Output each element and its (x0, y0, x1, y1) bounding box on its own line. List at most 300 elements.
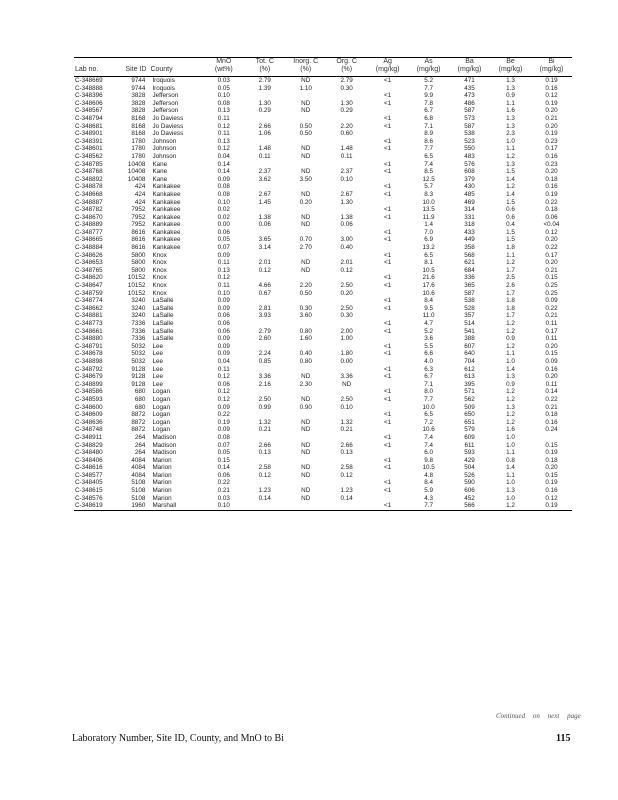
column-header (367, 58, 408, 77)
ag-value (367, 495, 408, 503)
ag-value: <1 (367, 502, 408, 510)
page-number: 115 (556, 733, 571, 744)
as-value: 6.7 (424, 107, 433, 115)
county: LaSalle (152, 297, 174, 305)
column-header-line2: County (150, 66, 173, 73)
ag-value: <1 (384, 297, 392, 305)
table-row (74, 214, 572, 222)
inorg-c-value: ND (301, 221, 311, 229)
ba-value: 587 (464, 122, 475, 130)
ba-value: 388 (464, 335, 475, 343)
bi-value: 0.12 (545, 92, 558, 100)
mno-value: 0.04 (217, 152, 230, 160)
ba-value: 449 (464, 236, 475, 244)
ag-value (367, 449, 408, 457)
site-id: 3828 (131, 92, 146, 100)
table-row (74, 350, 572, 358)
ba-value: 526 (464, 471, 475, 479)
mno-value: 0.14 (217, 160, 230, 168)
site-id: 424 (134, 183, 146, 191)
county: Johnson (152, 145, 177, 153)
ba-value: 430 (464, 183, 475, 191)
county: Jefferson (152, 107, 179, 115)
ag-value (367, 404, 408, 412)
table-row (74, 472, 572, 480)
ag-value: <1 (384, 320, 392, 327)
lab-number: C-348880 (75, 335, 103, 343)
be-value: 1.0 (506, 433, 515, 441)
lab-number: C-348829 (75, 441, 103, 449)
table-row (74, 434, 572, 442)
lab-number: C-348887 (75, 198, 103, 206)
bi-value: 0.25 (545, 289, 558, 297)
lab-number: C-348616 (75, 464, 103, 472)
site-id: 9128 (131, 365, 146, 373)
table-row (74, 236, 572, 244)
be-value: 1.5 (506, 168, 515, 176)
tot-c-value (244, 92, 285, 100)
org-c-value: 0.12 (340, 266, 353, 274)
site-id: 7952 (131, 213, 146, 221)
lab-number: C-348679 (75, 373, 103, 381)
site-id: 5800 (131, 266, 146, 274)
be-value: 1.6 (506, 426, 515, 434)
inorg-c-value: 3.60 (299, 312, 312, 320)
inorg-c-value: 0.70 (299, 236, 312, 244)
bi-value: 0.23 (545, 160, 558, 168)
county: Lee (152, 342, 163, 350)
bi-value: 0.19 (545, 99, 558, 107)
county: Madison (152, 433, 177, 441)
ba-value: 651 (464, 418, 475, 426)
county: Logan (152, 426, 170, 434)
tot-c-value (244, 252, 285, 260)
column-header-line1: Ag (383, 58, 392, 65)
ag-value (367, 381, 408, 389)
bi-value: 0.06 (545, 213, 558, 221)
lab-number: C-348773 (75, 320, 103, 327)
mno-value: 0.06 (217, 327, 230, 335)
be-value: 1.1 (506, 350, 515, 358)
mno-value: 0.19 (217, 418, 230, 426)
column-header-line2: (wt%) (214, 66, 233, 73)
bi-value: 0.25 (545, 282, 558, 290)
be-value: 1.2 (506, 183, 515, 191)
org-c-value: 0.21 (340, 426, 353, 434)
site-id: 9128 (131, 373, 146, 381)
lab-number: C-348774 (75, 297, 103, 305)
county: Madison (152, 449, 177, 457)
column-header-line2: Lab no. (75, 66, 99, 73)
tot-c-value: 3.93 (258, 312, 271, 320)
org-c-value: 2.00 (340, 327, 353, 335)
ag-value: <1 (384, 464, 392, 472)
org-c-value (326, 115, 367, 123)
be-value: 0.6 (506, 206, 515, 214)
org-c-value: 0.06 (340, 221, 353, 229)
ag-value: <1 (384, 190, 392, 198)
table-row (74, 396, 572, 404)
county: Kankakee (152, 183, 181, 191)
table-row (74, 449, 572, 457)
bi-value: 0.16 (545, 487, 558, 495)
ba-value: 579 (464, 426, 475, 434)
table-row (74, 282, 572, 290)
as-value: 7.7 (424, 395, 433, 403)
table-row (74, 183, 572, 191)
mno-value: 0.11 (217, 365, 230, 373)
org-c-value: 1.80 (340, 350, 353, 358)
inorg-c-value: 0.50 (299, 122, 312, 130)
county: Logan (152, 388, 170, 396)
lab-number: C-348678 (75, 350, 103, 358)
site-id: 10152 (127, 274, 146, 282)
as-value: 5.5 (424, 342, 433, 350)
inorg-c-value: 2.70 (299, 244, 312, 252)
as-value: 10.0 (422, 403, 435, 411)
org-c-value (326, 320, 367, 328)
bi-value: 0.23 (545, 137, 558, 145)
org-c-value: 0.12 (340, 471, 353, 479)
be-value: 1.3 (506, 77, 515, 84)
site-id: 3240 (131, 304, 146, 312)
inorg-c-value (285, 138, 326, 146)
column-header (244, 58, 285, 77)
table-row (74, 297, 572, 305)
site-id: 5108 (131, 487, 146, 495)
lab-number: C-348620 (75, 274, 103, 282)
ag-value: <1 (384, 433, 392, 441)
ba-value: 357 (464, 312, 475, 320)
inorg-c-value: ND (301, 213, 311, 221)
org-c-value (326, 388, 367, 396)
be-value: 1.1 (506, 471, 515, 479)
table-row (74, 366, 572, 374)
ba-value: 358 (464, 244, 475, 252)
tot-c-value (244, 366, 285, 374)
county: Kankakee (152, 190, 181, 198)
table-row (74, 244, 572, 252)
org-c-value (326, 457, 367, 465)
mno-value: 0.00 (217, 221, 230, 229)
site-id: 5032 (131, 350, 146, 358)
county: Logan (152, 418, 170, 426)
lab-number: C-348405 (75, 479, 103, 487)
county: Jefferson (152, 92, 179, 100)
county: LaSalle (152, 335, 174, 343)
bi-value: 0.11 (545, 380, 558, 388)
table-row (74, 168, 572, 176)
org-c-value: 0.13 (340, 449, 353, 457)
bi-value: 0.15 (545, 471, 558, 479)
tot-c-value: 0.14 (258, 494, 271, 502)
ba-value: 504 (464, 464, 475, 472)
mno-value: 0.09 (217, 403, 230, 411)
site-id: 1780 (131, 152, 146, 160)
county: Jo Daviess (152, 122, 184, 130)
lab-number: C-348576 (75, 494, 103, 502)
org-c-value: 2.66 (340, 441, 353, 449)
be-value: 1.2 (506, 152, 515, 160)
table-row (74, 130, 572, 138)
tot-c-value: 1.38 (258, 213, 271, 221)
county: Kankakee (152, 228, 181, 236)
as-value: 8.0 (424, 388, 433, 396)
lab-number: C-348911 (75, 433, 103, 441)
ba-value: 611 (464, 441, 475, 449)
tot-c-value: 1.48 (258, 145, 271, 153)
lab-number: C-348881 (75, 312, 103, 320)
bi-value: 0.18 (545, 175, 558, 183)
inorg-c-value (285, 502, 326, 510)
ba-value: 318 (464, 221, 475, 229)
lab-number: C-348396 (75, 92, 103, 100)
lab-number: C-348794 (75, 114, 103, 122)
site-id: 5800 (131, 251, 146, 259)
bi-value: 0.21 (545, 114, 558, 122)
county: Marshall (149, 502, 203, 510)
ba-value: 621 (464, 259, 475, 267)
site-id: 1780 (131, 137, 146, 145)
column-header-line1: Org. C (336, 58, 357, 65)
lab-number: C-348619 (74, 502, 123, 510)
table-row (74, 107, 572, 115)
site-id: 680 (134, 403, 146, 411)
be-value: 1.0 (506, 357, 515, 365)
inorg-c-value: ND (301, 107, 311, 115)
column-header-line1: MnO (216, 58, 232, 65)
mno-value: 0.04 (217, 357, 230, 365)
mno-value: 0.06 (217, 312, 230, 320)
org-c-value: 2.58 (340, 464, 353, 472)
as-value: 8.1 (424, 259, 433, 267)
be-value: 1.3 (506, 373, 515, 381)
as-value: 5.9 (424, 487, 433, 495)
column-header (123, 58, 150, 77)
lab-number: C-348562 (75, 152, 103, 160)
inorg-c-value (285, 92, 326, 100)
county: Lee (152, 365, 163, 373)
mno-value: 0.08 (217, 99, 230, 107)
as-value: 6.5 (424, 411, 433, 419)
as-value: 11.9 (422, 213, 435, 221)
tot-c-value: 2.66 (258, 441, 271, 449)
table-row (74, 145, 572, 153)
county: Kane (152, 175, 168, 183)
ag-value (367, 176, 408, 184)
as-value: 8.4 (424, 297, 433, 305)
table-row (74, 457, 572, 465)
tot-c-value: 2.24 (258, 350, 271, 358)
org-c-value (326, 274, 367, 282)
ba-value: 486 (464, 99, 475, 107)
as-value: 7.7 (424, 84, 433, 92)
county: LaSalle (152, 304, 174, 312)
table-row (74, 92, 572, 100)
bi-value: 0.12 (545, 228, 558, 236)
ba-value: 528 (464, 304, 475, 312)
ag-value: <1 (384, 327, 392, 335)
site-id: 10408 (127, 168, 146, 176)
bi-value: 0.19 (545, 449, 558, 457)
bi-value: 0.09 (545, 297, 558, 305)
lab-number: C-348884 (75, 244, 103, 252)
county: Lee (152, 373, 163, 381)
be-value: 1.2 (506, 395, 515, 403)
mno-value: 0.11 (217, 282, 230, 290)
tot-c-value: 1.23 (258, 487, 271, 495)
as-value: 7.1 (424, 122, 433, 130)
bi-value: 0.20 (545, 342, 558, 350)
bi-value: 0.20 (545, 168, 558, 176)
be-value: 1.4 (506, 464, 515, 472)
be-value: 1.4 (506, 365, 515, 373)
tot-c-value (244, 343, 285, 351)
mno-value: 0.13 (217, 107, 230, 115)
tot-c-value: 0.21 (258, 426, 271, 434)
mno-value: 0.10 (217, 198, 230, 206)
mno-value: 0.12 (217, 122, 230, 130)
ag-value: <1 (384, 145, 392, 153)
lab-number: C-348670 (75, 213, 103, 221)
site-id: 10152 (127, 289, 146, 297)
ag-value (367, 312, 408, 320)
site-id: 1960 (123, 502, 150, 510)
column-header-line1: Ba (465, 58, 474, 65)
lab-number: C-348901 (75, 130, 103, 138)
mno-value: 0.13 (217, 266, 230, 274)
county: LaSalle (152, 312, 174, 320)
tot-c-value: 4.66 (258, 282, 271, 290)
be-value: 1.2 (506, 411, 515, 419)
as-value: 5.2 (424, 327, 433, 335)
inorg-c-value (285, 434, 326, 442)
ba-value: 590 (464, 479, 475, 487)
inorg-c-value (285, 479, 326, 487)
county: Knox (152, 266, 167, 274)
county: Lee (152, 380, 163, 388)
column-header (408, 58, 449, 77)
lab-number: C-348577 (75, 471, 103, 479)
ba-value: 607 (464, 342, 475, 350)
ba-value: 541 (464, 327, 475, 335)
site-id: 5108 (131, 494, 146, 502)
site-id: 7336 (131, 335, 146, 343)
column-header (285, 58, 326, 77)
county: Jo Daviess (152, 130, 184, 138)
bi-value (531, 434, 572, 442)
inorg-c-value: ND (301, 99, 311, 107)
mno-value: 0.05 (217, 84, 230, 92)
tot-c-value: 3.65 (258, 236, 271, 244)
mno-value: 0.06 (217, 228, 230, 236)
be-value: 1.2 (506, 327, 515, 335)
as-value: 10.0 (422, 198, 435, 206)
inorg-c-value: ND (301, 464, 311, 472)
table-row (74, 320, 572, 328)
be-value: 1.5 (506, 236, 515, 244)
as-value: 4.3 (424, 494, 433, 502)
org-c-value: 2.01 (340, 259, 353, 267)
ba-value: 612 (464, 365, 475, 373)
table-row (74, 502, 572, 510)
site-id: 680 (134, 388, 146, 396)
ba-value: 435 (464, 84, 475, 92)
ba-value: 684 (464, 266, 475, 274)
as-value: 7.7 (408, 502, 449, 510)
tot-c-value: 2.66 (258, 122, 271, 130)
ba-value: 314 (464, 206, 475, 214)
as-value: 4.8 (424, 471, 433, 479)
as-value: 8.3 (424, 190, 433, 198)
bi-value: 0.21 (545, 403, 558, 411)
mno-value: 0.08 (217, 183, 230, 191)
be-value: 1.0 (506, 137, 515, 145)
ba-value: 640 (464, 350, 475, 358)
org-c-value: 0.14 (340, 494, 353, 502)
org-c-value: 1.32 (340, 418, 353, 426)
column-header-line2: (mg/kg) (498, 66, 523, 73)
table-row (74, 335, 572, 343)
inorg-c-value: ND (301, 145, 311, 153)
be-value: 1.7 (506, 312, 515, 320)
tot-c-value (244, 479, 285, 487)
org-c-value: 0.10 (340, 175, 353, 183)
county: Knox (152, 274, 167, 282)
lab-number: C-348681 (75, 122, 103, 130)
bi-value: 0.17 (545, 327, 558, 335)
ag-value: <1 (384, 487, 392, 495)
county: Iroquois (152, 77, 175, 84)
tot-c-value: 0.29 (258, 107, 271, 115)
lab-number: C-348586 (75, 388, 103, 396)
site-id: 3828 (131, 99, 146, 107)
tot-c-value (244, 115, 285, 123)
org-c-value: 2.37 (340, 168, 353, 176)
as-value: 6.5 (424, 251, 433, 259)
inorg-c-value (285, 320, 326, 328)
be-value: 1.6 (506, 107, 515, 115)
tot-c-value (244, 502, 285, 510)
ag-value: <1 (384, 168, 392, 176)
ag-value (367, 107, 408, 115)
lab-number: C-348647 (75, 282, 103, 290)
county: Logan (152, 403, 170, 411)
lab-number: C-348665 (75, 236, 103, 244)
lab-number: C-348748 (75, 426, 103, 434)
ag-value: <1 (384, 137, 392, 145)
lab-number: C-348765 (75, 266, 103, 274)
be-value: 0.9 (506, 92, 515, 100)
as-value: 12.5 (422, 175, 435, 183)
tot-c-value: 2.16 (258, 380, 271, 388)
inorg-c-value (285, 457, 326, 465)
be-value: 1.2 (506, 320, 515, 327)
ag-value: <1 (384, 122, 392, 130)
org-c-value: 0.10 (340, 403, 353, 411)
site-id: 8168 (131, 114, 146, 122)
lab-number: C-348792 (75, 365, 103, 373)
mno-value: 0.10 (217, 289, 230, 297)
county: Johnson (152, 152, 177, 160)
mno-value: 0.12 (217, 395, 230, 403)
as-value: 8.5 (424, 168, 433, 176)
org-c-value: 0.30 (340, 312, 353, 320)
ag-value (367, 244, 408, 252)
table-row (74, 312, 572, 320)
ba-value: 587 (464, 289, 475, 297)
inorg-c-value (285, 252, 326, 260)
